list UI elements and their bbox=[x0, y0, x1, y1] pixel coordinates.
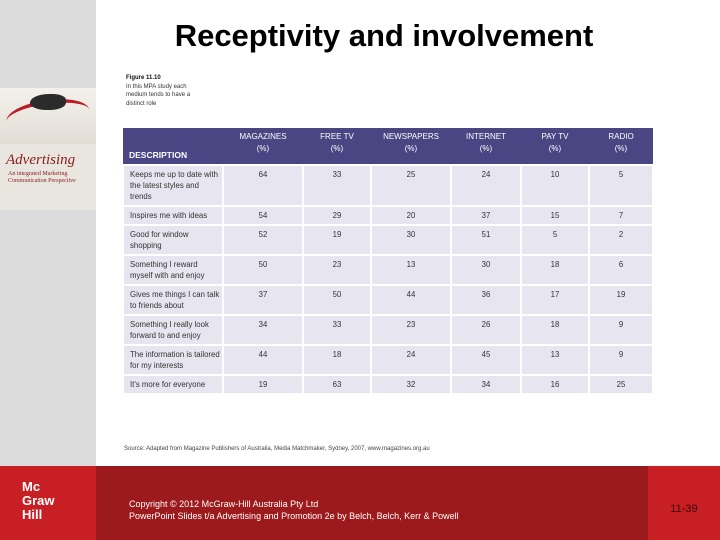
cell-radio: 2 bbox=[589, 225, 653, 255]
mcgraw-hill-logo bbox=[22, 480, 72, 522]
cell-radio: 19 bbox=[589, 285, 653, 315]
cell-internet: 51 bbox=[451, 225, 521, 255]
cell-free-tv: 33 bbox=[303, 315, 371, 345]
cell-free-tv: 23 bbox=[303, 255, 371, 285]
table-row bbox=[123, 225, 653, 255]
figure-label: Figure 11.10 bbox=[126, 75, 161, 81]
cell-radio: 9 bbox=[589, 315, 653, 345]
table-header-row bbox=[123, 128, 653, 165]
cell-magazines: 54 bbox=[223, 206, 303, 225]
cell-radio: 7 bbox=[589, 206, 653, 225]
column-header-free-tv: FREE TV (%) bbox=[303, 128, 371, 165]
cell-magazines: 50 bbox=[223, 255, 303, 285]
cell-internet: 24 bbox=[451, 165, 521, 206]
cell-newspapers: 32 bbox=[371, 375, 451, 394]
media-role-table bbox=[122, 128, 654, 395]
copyright-line: Copyright © 2012 McGraw-Hill Australia Pty Ltd bbox=[129, 499, 319, 509]
cell-magazines: 44 bbox=[223, 345, 303, 375]
cell-free-tv: 63 bbox=[303, 375, 371, 394]
row-description: Good for window shopping bbox=[123, 225, 223, 255]
column-header-newspapers: NEWSPAPERS (%) bbox=[371, 128, 451, 165]
cell-internet: 26 bbox=[451, 315, 521, 345]
cell-newspapers: 24 bbox=[371, 345, 451, 375]
cell-free-tv: 29 bbox=[303, 206, 371, 225]
cell-radio: 9 bbox=[589, 345, 653, 375]
column-header-pay-tv: PAY TV (%) bbox=[521, 128, 589, 165]
slide-title: Receptivity and involvement bbox=[174, 18, 594, 53]
cell-pay-tv: 18 bbox=[521, 255, 589, 285]
cell-radio: 25 bbox=[589, 375, 653, 394]
cell-radio: 5 bbox=[589, 165, 653, 206]
row-description: Something I reward myself with and enjoy bbox=[123, 255, 223, 285]
cover-title: Advertising bbox=[6, 152, 76, 168]
cell-newspapers: 25 bbox=[371, 165, 451, 206]
row-description: Something I really look forward to and enjoy bbox=[123, 315, 223, 345]
cell-pay-tv: 5 bbox=[521, 225, 589, 255]
row-description: The information is tailored for my interests bbox=[123, 345, 223, 375]
cell-newspapers: 20 bbox=[371, 206, 451, 225]
row-description: Gives me things I can talk to friends about bbox=[123, 285, 223, 315]
logo-line: Hill bbox=[22, 507, 43, 522]
cell-pay-tv: 18 bbox=[521, 315, 589, 345]
cell-pay-tv: 17 bbox=[521, 285, 589, 315]
table-source-note: Source: Adapted from Magazine Publishers of Australia, Media Matchmaker, Sydney, 2007, www.magazines.org.au bbox=[124, 446, 430, 452]
cell-magazines: 19 bbox=[223, 375, 303, 394]
cell-internet: 36 bbox=[451, 285, 521, 315]
row-description: It's more for everyone bbox=[123, 375, 223, 394]
cell-magazines: 64 bbox=[223, 165, 303, 206]
left-sidebar bbox=[0, 0, 96, 466]
cell-pay-tv: 16 bbox=[521, 375, 589, 394]
cell-free-tv: 33 bbox=[303, 165, 371, 206]
cell-radio: 6 bbox=[589, 255, 653, 285]
cover-subtitle: An integrated Marketing Communication Perspective bbox=[8, 171, 76, 184]
cell-free-tv: 18 bbox=[303, 345, 371, 375]
cell-newspapers: 23 bbox=[371, 315, 451, 345]
logo-line: Graw bbox=[22, 493, 55, 508]
page-number: 11-39 bbox=[670, 503, 698, 515]
cell-magazines: 52 bbox=[223, 225, 303, 255]
cell-newspapers: 13 bbox=[371, 255, 451, 285]
cell-internet: 34 bbox=[451, 375, 521, 394]
table-row bbox=[123, 345, 653, 375]
cell-magazines: 37 bbox=[223, 285, 303, 315]
book-cover-image bbox=[0, 88, 96, 210]
cell-free-tv: 50 bbox=[303, 285, 371, 315]
column-header-description: DESCRIPTION bbox=[123, 128, 223, 165]
cell-internet: 45 bbox=[451, 345, 521, 375]
copyright-notice bbox=[129, 498, 629, 522]
table-row bbox=[123, 315, 653, 345]
column-header-magazines: MAGAZINES (%) bbox=[223, 128, 303, 165]
column-header-radio: RADIO (%) bbox=[589, 128, 653, 165]
row-description: Keeps me up to date with the latest styles and trends bbox=[123, 165, 223, 206]
cell-pay-tv: 10 bbox=[521, 165, 589, 206]
cell-internet: 30 bbox=[451, 255, 521, 285]
logo-line: Mc bbox=[22, 479, 41, 494]
cell-free-tv: 19 bbox=[303, 225, 371, 255]
row-description: Inspires me with ideas bbox=[123, 206, 223, 225]
cell-internet: 37 bbox=[451, 206, 521, 225]
credit-line: PowerPoint Slides t/a Advertising and Promotion 2e by Belch, Belch, Kerr & Powell bbox=[129, 511, 459, 521]
table-row bbox=[123, 375, 653, 394]
cell-magazines: 34 bbox=[223, 315, 303, 345]
table-row bbox=[123, 285, 653, 315]
cell-newspapers: 44 bbox=[371, 285, 451, 315]
cover-bird bbox=[30, 94, 66, 110]
figure-caption-text: In this MPA study each medium tends to have a distinct role bbox=[126, 83, 191, 107]
table-row bbox=[123, 165, 653, 206]
table-row bbox=[123, 206, 653, 225]
cell-pay-tv: 15 bbox=[521, 206, 589, 225]
column-header-internet: INTERNET (%) bbox=[451, 128, 521, 165]
cell-pay-tv: 13 bbox=[521, 345, 589, 375]
figure-caption bbox=[126, 74, 196, 108]
table-row bbox=[123, 255, 653, 285]
cell-newspapers: 30 bbox=[371, 225, 451, 255]
